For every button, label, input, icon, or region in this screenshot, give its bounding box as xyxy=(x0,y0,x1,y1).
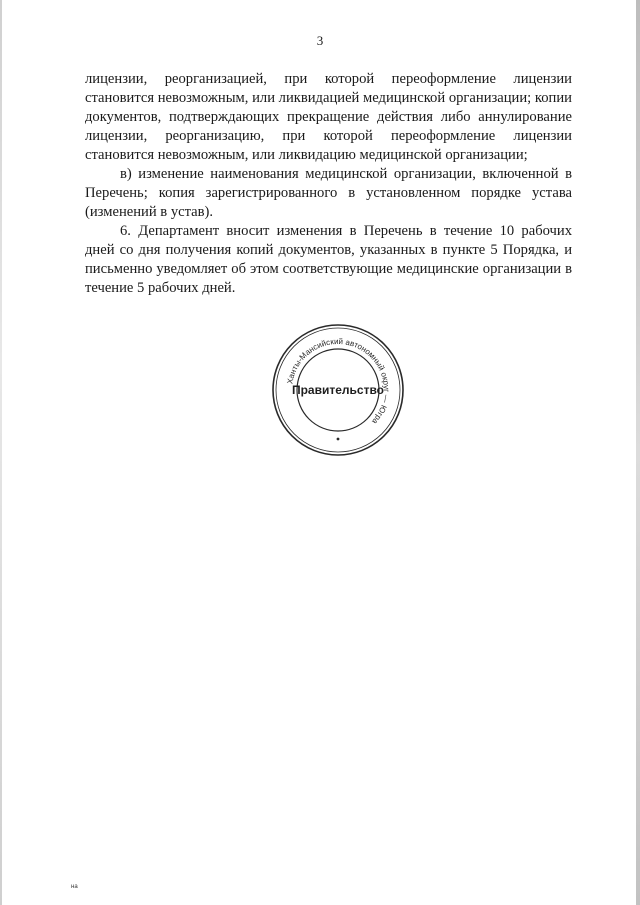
paragraph-continuation: лицензии, реорганизацией, при которой переоформление лицензии становится невозможным, или ликвидацией медицинской организации; копии документов, подтверждающих прекращение действия либо аннулирование лицензии, реорганизацию, при которой переоформление лицензии становится невозможным, или ликвидацию медицинской организации; xyxy=(85,71,572,163)
scan-left-edge xyxy=(0,0,2,905)
seal-dot xyxy=(337,438,340,441)
seal-ring-text: Ханты-Мансийский автономный округ — Югра xyxy=(285,336,392,426)
page-number: 3 xyxy=(316,33,324,48)
seal-center-text: Правительство xyxy=(291,383,385,397)
paragraph-item-v: в) изменение наименования медицинской организации, включенной в Перечень; копия зарегистрированного в установленном порядке устава (изменений в устав). xyxy=(85,166,572,220)
official-seal xyxy=(270,322,406,458)
paragraph-item-6: 6. Департамент вносит изменения в Перечень в течение 10 рабочих дней со дня получения копий документов, указанных в пункте 5 Порядка, и письменно уведомляет об этом соответствующие медицинские организации в течение 5 рабочих дней. xyxy=(85,223,572,296)
footer-mark: на xyxy=(71,884,78,890)
scan-right-edge xyxy=(636,0,640,905)
body-text xyxy=(85,70,572,298)
